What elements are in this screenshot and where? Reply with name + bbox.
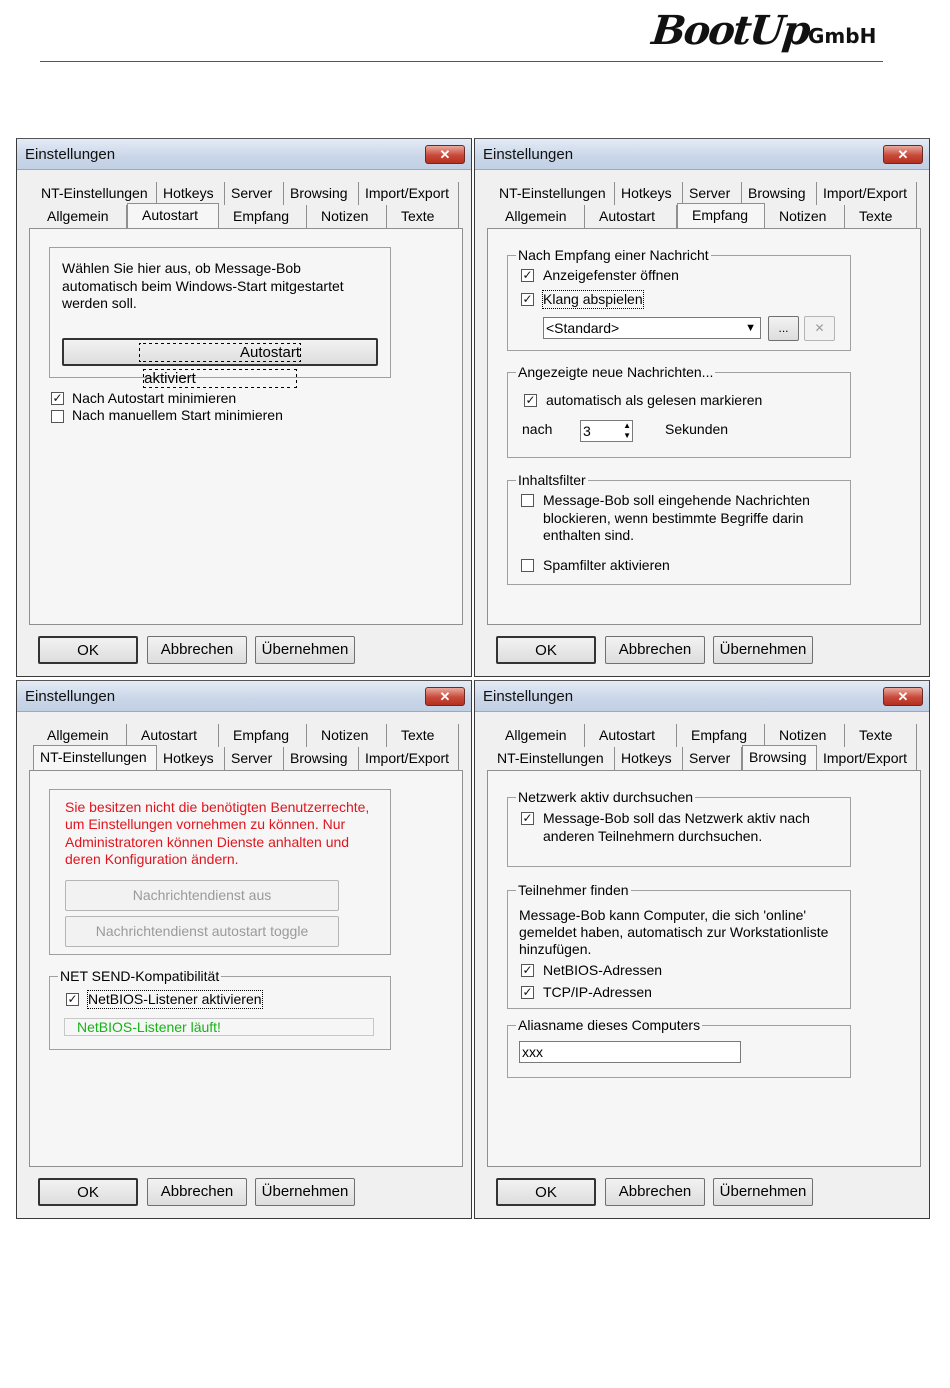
seconds-input[interactable] bbox=[580, 420, 633, 442]
tab-browsing[interactable]: Browsing bbox=[284, 747, 359, 770]
tab-hotkeys[interactable]: Hotkeys bbox=[615, 747, 683, 770]
autostart-toggle-label: Autostart aktiviert bbox=[140, 344, 300, 387]
service-autostart-toggle-button[interactable]: Nachrichtendienst autostart toggle bbox=[65, 916, 339, 947]
seconds-value: 3 bbox=[583, 423, 591, 439]
title-bar[interactable] bbox=[17, 139, 471, 170]
tab-receive[interactable]: Empfang bbox=[219, 724, 307, 747]
tab-browsing[interactable]: Browsing bbox=[742, 182, 817, 205]
mark-read-checkbox[interactable]: ✓ bbox=[525, 393, 536, 407]
settings-window-autostart bbox=[16, 138, 472, 677]
active-search-legend: Netzwerk aktiv durchsuchen bbox=[518, 789, 694, 805]
active-search-checkbox[interactable]: ✓ bbox=[522, 811, 533, 825]
ok-button[interactable]: OK bbox=[496, 1178, 596, 1206]
open-window-checkbox[interactable]: ✓ bbox=[522, 268, 533, 282]
settings-window-nt bbox=[16, 680, 472, 1219]
title-bar[interactable] bbox=[475, 139, 929, 170]
minimize-after-autostart-label: Nach Autostart minimieren bbox=[72, 390, 237, 406]
cancel-button[interactable]: Abbrechen bbox=[605, 1178, 705, 1206]
tab-notes[interactable]: Notizen bbox=[307, 724, 387, 747]
tab-server[interactable]: Server bbox=[225, 182, 284, 205]
browsing-panel bbox=[487, 770, 921, 1167]
tab-receive[interactable]: Empfang bbox=[677, 203, 765, 228]
block-terms-line3: enthalten sind. bbox=[543, 527, 635, 543]
window-title: Einstellungen bbox=[483, 146, 574, 163]
on-receive-group bbox=[507, 247, 851, 351]
tab-nt-settings[interactable]: NT-Einstellungen bbox=[493, 182, 615, 205]
tab-browsing[interactable]: Browsing bbox=[742, 745, 817, 770]
content-filter-legend: Inhaltsfilter bbox=[518, 472, 586, 488]
ok-button[interactable]: OK bbox=[38, 636, 138, 664]
close-button[interactable] bbox=[425, 145, 465, 164]
tab-receive[interactable]: Empfang bbox=[677, 724, 765, 747]
tab-general[interactable]: Allgemein bbox=[41, 205, 127, 228]
apply-button[interactable]: Übernehmen bbox=[713, 1178, 813, 1206]
tcpip-addresses-label: TCP/IP-Adressen bbox=[543, 984, 652, 1000]
tab-autostart[interactable]: Autostart bbox=[127, 203, 219, 228]
window-title: Einstellungen bbox=[25, 146, 116, 163]
permission-warning-line4: deren Konfiguration ändern. bbox=[65, 851, 239, 867]
tab-notes[interactable]: Notizen bbox=[765, 205, 845, 228]
settings-window-browsing bbox=[474, 680, 930, 1219]
sound-select[interactable] bbox=[543, 317, 761, 339]
tab-server[interactable]: Server bbox=[683, 747, 742, 770]
tab-general[interactable]: Allgemein bbox=[499, 724, 585, 747]
ok-button[interactable]: OK bbox=[38, 1178, 138, 1206]
listener-status: NetBIOS-Listener läuft! bbox=[64, 1018, 374, 1036]
alias-input[interactable]: xxx bbox=[519, 1041, 741, 1063]
tab-autostart[interactable]: Autostart bbox=[127, 724, 219, 747]
browse-sound-button[interactable]: ... bbox=[768, 316, 799, 341]
active-search-line1: Message-Bob soll das Netzwerk aktiv nach bbox=[543, 810, 810, 826]
close-button[interactable] bbox=[883, 145, 923, 164]
tcpip-addresses-checkbox[interactable]: ✓ bbox=[522, 985, 533, 999]
tab-texts[interactable]: Texte bbox=[387, 205, 459, 228]
after-label: nach bbox=[522, 421, 553, 437]
block-terms-checkbox[interactable] bbox=[521, 494, 534, 507]
title-bar[interactable] bbox=[17, 681, 471, 712]
permission-warning-line3: Administratoren können Dienste anhalten und bbox=[65, 834, 350, 850]
find-participants-legend: Teilnehmer finden bbox=[518, 882, 629, 898]
tab-browsing[interactable]: Browsing bbox=[284, 182, 359, 205]
autostart-desc-line3: werden soll. bbox=[62, 295, 137, 311]
close-icon: ✕ bbox=[897, 147, 909, 162]
close-button[interactable] bbox=[883, 687, 923, 706]
block-terms-line1: Message-Bob soll eingehende Nachrichten bbox=[543, 492, 810, 508]
window-title: Einstellungen bbox=[25, 688, 116, 705]
alias-legend: Aliasname dieses Computers bbox=[518, 1017, 701, 1033]
tab-notes[interactable]: Notizen bbox=[765, 724, 845, 747]
find-desc-line1: Message-Bob kann Computer, die sich 'online' bbox=[519, 907, 807, 923]
block-terms-line2: blockieren, wenn bestimmte Begriffe darin bbox=[543, 510, 804, 526]
cancel-button[interactable]: Abbrechen bbox=[147, 1178, 247, 1206]
netbios-listener-label: NetBIOS-Listener aktivieren bbox=[88, 991, 262, 1007]
shown-messages-legend: Angezeigte neue Nachrichten... bbox=[518, 364, 714, 380]
tab-autostart[interactable]: Autostart bbox=[585, 724, 677, 747]
spin-down-icon: ▼ bbox=[623, 431, 631, 440]
tab-nt-settings[interactable]: NT-Einstellungen bbox=[33, 745, 157, 770]
shown-messages-group bbox=[507, 364, 851, 458]
logo-main: BootUp bbox=[649, 7, 812, 54]
play-sound-label: Klang abspielen bbox=[543, 291, 643, 307]
spin-up-icon: ▲ bbox=[623, 421, 631, 430]
mark-read-label: automatisch als gelesen markieren bbox=[546, 392, 763, 408]
permission-warning-line2: um Einstellungen vornehmen zu können. Nur bbox=[65, 816, 346, 832]
find-participants-group bbox=[507, 882, 851, 1009]
find-desc-line2: gemeldet haben, automatisch zur Workstationliste bbox=[519, 924, 829, 940]
logo-suffix: GmbH bbox=[808, 24, 877, 48]
autostart-toggle-button[interactable] bbox=[62, 338, 378, 387]
chevron-down-icon: ▼ bbox=[745, 322, 756, 334]
tab-import-export[interactable]: Import/Export bbox=[817, 747, 917, 770]
tab-server[interactable]: Server bbox=[683, 182, 742, 205]
close-icon: ✕ bbox=[439, 147, 451, 162]
alias-group bbox=[507, 1017, 851, 1078]
netbios-addresses-checkbox[interactable]: ✓ bbox=[522, 963, 533, 977]
tab-import-export[interactable]: Import/Export bbox=[359, 182, 459, 205]
play-sound-checkbox[interactable]: ✓ bbox=[522, 292, 533, 306]
tab-server[interactable]: Server bbox=[225, 747, 284, 770]
tab-hotkeys[interactable]: Hotkeys bbox=[157, 747, 225, 770]
header-rule bbox=[40, 61, 883, 62]
minimize-after-manual-label: Nach manuellem Start minimieren bbox=[72, 407, 283, 423]
service-off-button[interactable]: Nachrichtendienst aus bbox=[65, 880, 339, 911]
sound-select-value: <Standard> bbox=[546, 320, 620, 336]
apply-button[interactable]: Übernehmen bbox=[255, 1178, 355, 1206]
content-filter-group bbox=[507, 472, 851, 585]
settings-window-receive bbox=[474, 138, 930, 677]
netsend-group bbox=[49, 968, 391, 1050]
netbios-addresses-label: NetBIOS-Adressen bbox=[543, 962, 663, 978]
spamfilter-checkbox[interactable] bbox=[521, 559, 534, 572]
tab-hotkeys[interactable]: Hotkeys bbox=[157, 182, 225, 205]
bootup-logo bbox=[649, 7, 882, 54]
permission-warning-line1: Sie besitzen nicht die benötigten Benutzerrechte, bbox=[65, 799, 370, 815]
tab-hotkeys[interactable]: Hotkeys bbox=[615, 182, 683, 205]
ok-button[interactable]: OK bbox=[496, 636, 596, 664]
cancel-button[interactable]: Abbrechen bbox=[605, 636, 705, 664]
tab-receive[interactable]: Empfang bbox=[219, 205, 307, 228]
title-bar[interactable] bbox=[475, 681, 929, 712]
seconds-label: Sekunden bbox=[665, 421, 729, 437]
close-button[interactable] bbox=[425, 687, 465, 706]
spamfilter-label: Spamfilter aktivieren bbox=[543, 557, 670, 573]
tab-nt-settings[interactable]: NT-Einstellungen bbox=[35, 182, 157, 205]
minimize-after-autostart-checkbox[interactable]: ✓ bbox=[52, 391, 63, 405]
apply-button[interactable]: Übernehmen bbox=[255, 636, 355, 664]
clear-sound-button[interactable]: ✕ bbox=[804, 316, 835, 341]
cancel-button[interactable]: Abbrechen bbox=[147, 636, 247, 664]
netsend-legend: NET SEND-Kompatibilität bbox=[60, 968, 220, 984]
tab-nt-settings[interactable]: NT-Einstellungen bbox=[491, 747, 615, 770]
tab-general[interactable]: Allgemein bbox=[41, 724, 127, 747]
open-window-label: Anzeigefenster öffnen bbox=[543, 267, 679, 283]
netbios-listener-checkbox[interactable]: ✓ bbox=[67, 992, 78, 1006]
find-desc-line3: hinzufügen. bbox=[519, 941, 592, 957]
close-icon: ✕ bbox=[439, 689, 451, 704]
autostart-desc-line1: Wählen Sie hier aus, ob Message-Bob bbox=[62, 260, 301, 276]
tab-import-export[interactable]: Import/Export bbox=[359, 747, 459, 770]
on-receive-legend: Nach Empfang einer Nachricht bbox=[518, 247, 709, 263]
autostart-panel bbox=[29, 228, 463, 625]
close-icon: ✕ bbox=[897, 689, 909, 704]
tab-texts[interactable]: Texte bbox=[845, 205, 917, 228]
active-search-line2: anderen Teilnehmern durchsuchen. bbox=[543, 828, 763, 844]
tab-general[interactable]: Allgemein bbox=[499, 205, 585, 228]
autostart-desc-line2: automatisch beim Windows-Start mitgestartet bbox=[62, 278, 344, 294]
apply-button[interactable]: Übernehmen bbox=[713, 636, 813, 664]
active-search-group bbox=[507, 789, 851, 867]
tab-texts[interactable]: Texte bbox=[387, 724, 459, 747]
tab-import-export[interactable]: Import/Export bbox=[817, 182, 917, 205]
tab-texts[interactable]: Texte bbox=[845, 724, 917, 747]
autostart-group bbox=[49, 247, 391, 387]
tab-notes[interactable]: Notizen bbox=[307, 205, 387, 228]
nt-panel bbox=[29, 770, 463, 1167]
receive-panel bbox=[487, 228, 921, 625]
minimize-after-manual-checkbox[interactable] bbox=[51, 410, 64, 423]
nt-service-group bbox=[49, 789, 391, 955]
tab-autostart[interactable]: Autostart bbox=[585, 205, 677, 228]
window-title: Einstellungen bbox=[483, 688, 574, 705]
